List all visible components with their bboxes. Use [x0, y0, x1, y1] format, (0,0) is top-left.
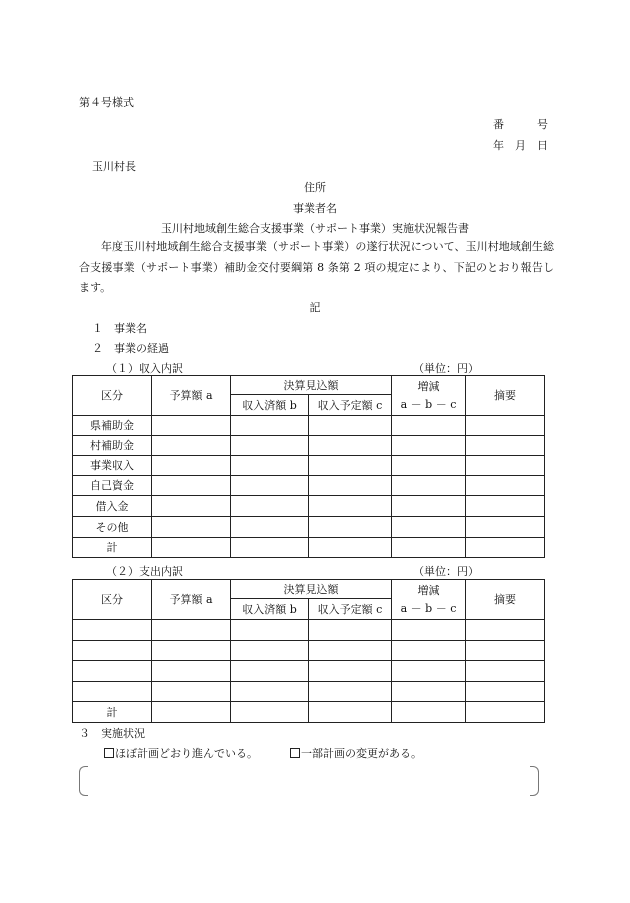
expense-cell[interactable] [152, 641, 231, 661]
header-difference-formula: a － b － c [400, 602, 457, 615]
income-cell[interactable] [392, 416, 466, 436]
header-budget: 予算額 a [152, 376, 231, 416]
income-cell[interactable] [152, 476, 231, 496]
expense-cell[interactable] [392, 682, 466, 702]
income-cell[interactable] [231, 436, 309, 456]
expense-row-label[interactable] [73, 620, 152, 641]
expense-cell[interactable] [392, 641, 466, 661]
section-1-project-name: １ 事業名 [92, 322, 147, 335]
income-cell[interactable] [466, 476, 545, 496]
income-row-label: その他 [73, 517, 152, 538]
income-total-cell[interactable] [309, 538, 392, 558]
expense-cell[interactable] [392, 620, 466, 641]
header-received: 収入済額 b [231, 395, 309, 416]
header-difference-formula: a － b － c [400, 398, 457, 411]
income-cell[interactable] [392, 517, 466, 538]
header-difference-label: 増減 [417, 584, 440, 597]
income-row-label: 事業収入 [73, 456, 152, 476]
header-remarks: 摘要 [466, 376, 545, 416]
expense-cell[interactable] [309, 620, 392, 641]
header-difference [392, 376, 466, 416]
income-cell[interactable] [466, 517, 545, 538]
expense-total-cell[interactable] [392, 702, 466, 723]
expense-unit: （単位：円） [413, 565, 479, 578]
left-bracket [79, 766, 88, 796]
header-settlement: 決算見込額 [231, 580, 392, 599]
expense-total-cell[interactable] [309, 702, 392, 723]
expense-cell[interactable] [466, 682, 545, 702]
income-row-label: 自己資金 [73, 476, 152, 496]
expense-cell[interactable] [466, 620, 545, 641]
expense-table [72, 579, 545, 723]
ki-heading: 記 [309, 301, 321, 314]
income-total-cell[interactable] [466, 538, 545, 558]
income-cell[interactable] [309, 436, 392, 456]
expense-cell[interactable] [231, 641, 309, 661]
expense-cell[interactable] [231, 682, 309, 702]
income-cell[interactable] [466, 436, 545, 456]
expense-cell[interactable] [466, 661, 545, 682]
expense-cell[interactable] [152, 661, 231, 682]
income-cell[interactable] [392, 436, 466, 456]
expense-cell[interactable] [309, 661, 392, 682]
income-cell[interactable] [466, 416, 545, 436]
status-option-on-track-label: ほぼ計画どおり進んでいる。 [115, 747, 258, 760]
income-cell[interactable] [152, 517, 231, 538]
income-cell[interactable] [231, 496, 309, 517]
checkbox-icon[interactable] [104, 748, 114, 758]
income-cell[interactable] [152, 416, 231, 436]
expense-cell[interactable] [152, 682, 231, 702]
expense-cell[interactable] [231, 620, 309, 641]
income-cell[interactable] [466, 456, 545, 476]
header-remarks: 摘要 [466, 580, 545, 620]
body-paragraph: 年度玉川村地域創生総合支援事業（サポート事業）の遂行状況について、玉川村地域創生総合支援事業（サポート事業）補助金交付要綱第 8 条第 2 項の規定により、下記のとおり報告します。 [79, 240, 554, 294]
expense-row-label[interactable] [73, 661, 152, 682]
income-cell[interactable] [392, 456, 466, 476]
income-cell[interactable] [152, 456, 231, 476]
income-cell[interactable] [152, 496, 231, 517]
income-total-cell[interactable] [231, 538, 309, 558]
income-row-label: 借入金 [73, 496, 152, 517]
expense-cell[interactable] [392, 661, 466, 682]
expense-row-label[interactable] [73, 682, 152, 702]
status-option-plan-change[interactable] [290, 747, 422, 761]
income-cell[interactable] [309, 456, 392, 476]
status-option-plan-change-label: 一部計画の変更がある。 [301, 747, 422, 760]
income-table [72, 375, 545, 558]
header-difference [392, 580, 466, 620]
expense-row-label[interactable] [73, 641, 152, 661]
expense-total-label: 計 [73, 702, 152, 723]
header-scheduled: 収入予定額 c [309, 395, 392, 416]
checkbox-icon[interactable] [290, 748, 300, 758]
income-cell[interactable] [466, 496, 545, 517]
income-cell[interactable] [231, 517, 309, 538]
header-difference-label: 増減 [417, 380, 440, 393]
income-unit: （単位：円） [413, 362, 479, 375]
expense-cell[interactable] [309, 641, 392, 661]
income-cell[interactable] [392, 496, 466, 517]
income-row-label: 村補助金 [73, 436, 152, 456]
expense-cell[interactable] [309, 682, 392, 702]
section-3-status: ３ 実施状況 [79, 727, 145, 740]
income-cell[interactable] [231, 416, 309, 436]
income-total-label: 計 [73, 538, 152, 558]
header-received: 収入済額 b [231, 599, 309, 620]
income-cell[interactable] [309, 496, 392, 517]
expense-cell[interactable] [466, 641, 545, 661]
expense-total-cell[interactable] [231, 702, 309, 723]
expense-cell[interactable] [231, 661, 309, 682]
income-cell[interactable] [309, 517, 392, 538]
document-title: 玉川村地域創生総合支援事業（サポート事業）実施状況報告書 [161, 222, 469, 235]
expense-cell[interactable] [152, 620, 231, 641]
header-settlement: 決算見込額 [231, 376, 392, 395]
income-cell[interactable] [392, 476, 466, 496]
income-cell[interactable] [231, 456, 309, 476]
header-scheduled: 収入予定額 c [309, 599, 392, 620]
income-total-cell[interactable] [392, 538, 466, 558]
address-label: 住所 [304, 181, 326, 194]
income-total-cell[interactable] [152, 538, 231, 558]
income-caption: （１）収入内訳 [106, 362, 183, 375]
form-number: 第４号様式 [79, 96, 134, 109]
income-cell[interactable] [231, 476, 309, 496]
status-option-on-track[interactable] [104, 747, 258, 761]
expense-total-cell[interactable] [466, 702, 545, 723]
expense-total-cell[interactable] [152, 702, 231, 723]
addressee: 玉川村長 [92, 160, 136, 173]
income-cell[interactable] [309, 416, 392, 436]
section-2-progress: ２ 事業の経過 [92, 342, 169, 355]
header-budget: 予算額 a [152, 580, 231, 620]
expense-caption: （２）支出内訳 [106, 565, 183, 578]
document-number-label: 番 号 [493, 118, 548, 131]
right-bracket [530, 766, 539, 796]
header-category: 区分 [73, 376, 152, 416]
operator-name-label: 事業者名 [293, 202, 337, 215]
date-label: 年 月 日 [493, 139, 548, 152]
income-cell[interactable] [152, 436, 231, 456]
header-category: 区分 [73, 580, 152, 620]
income-cell[interactable] [309, 476, 392, 496]
income-row-label: 県補助金 [73, 416, 152, 436]
status-detail-area[interactable] [90, 768, 528, 792]
